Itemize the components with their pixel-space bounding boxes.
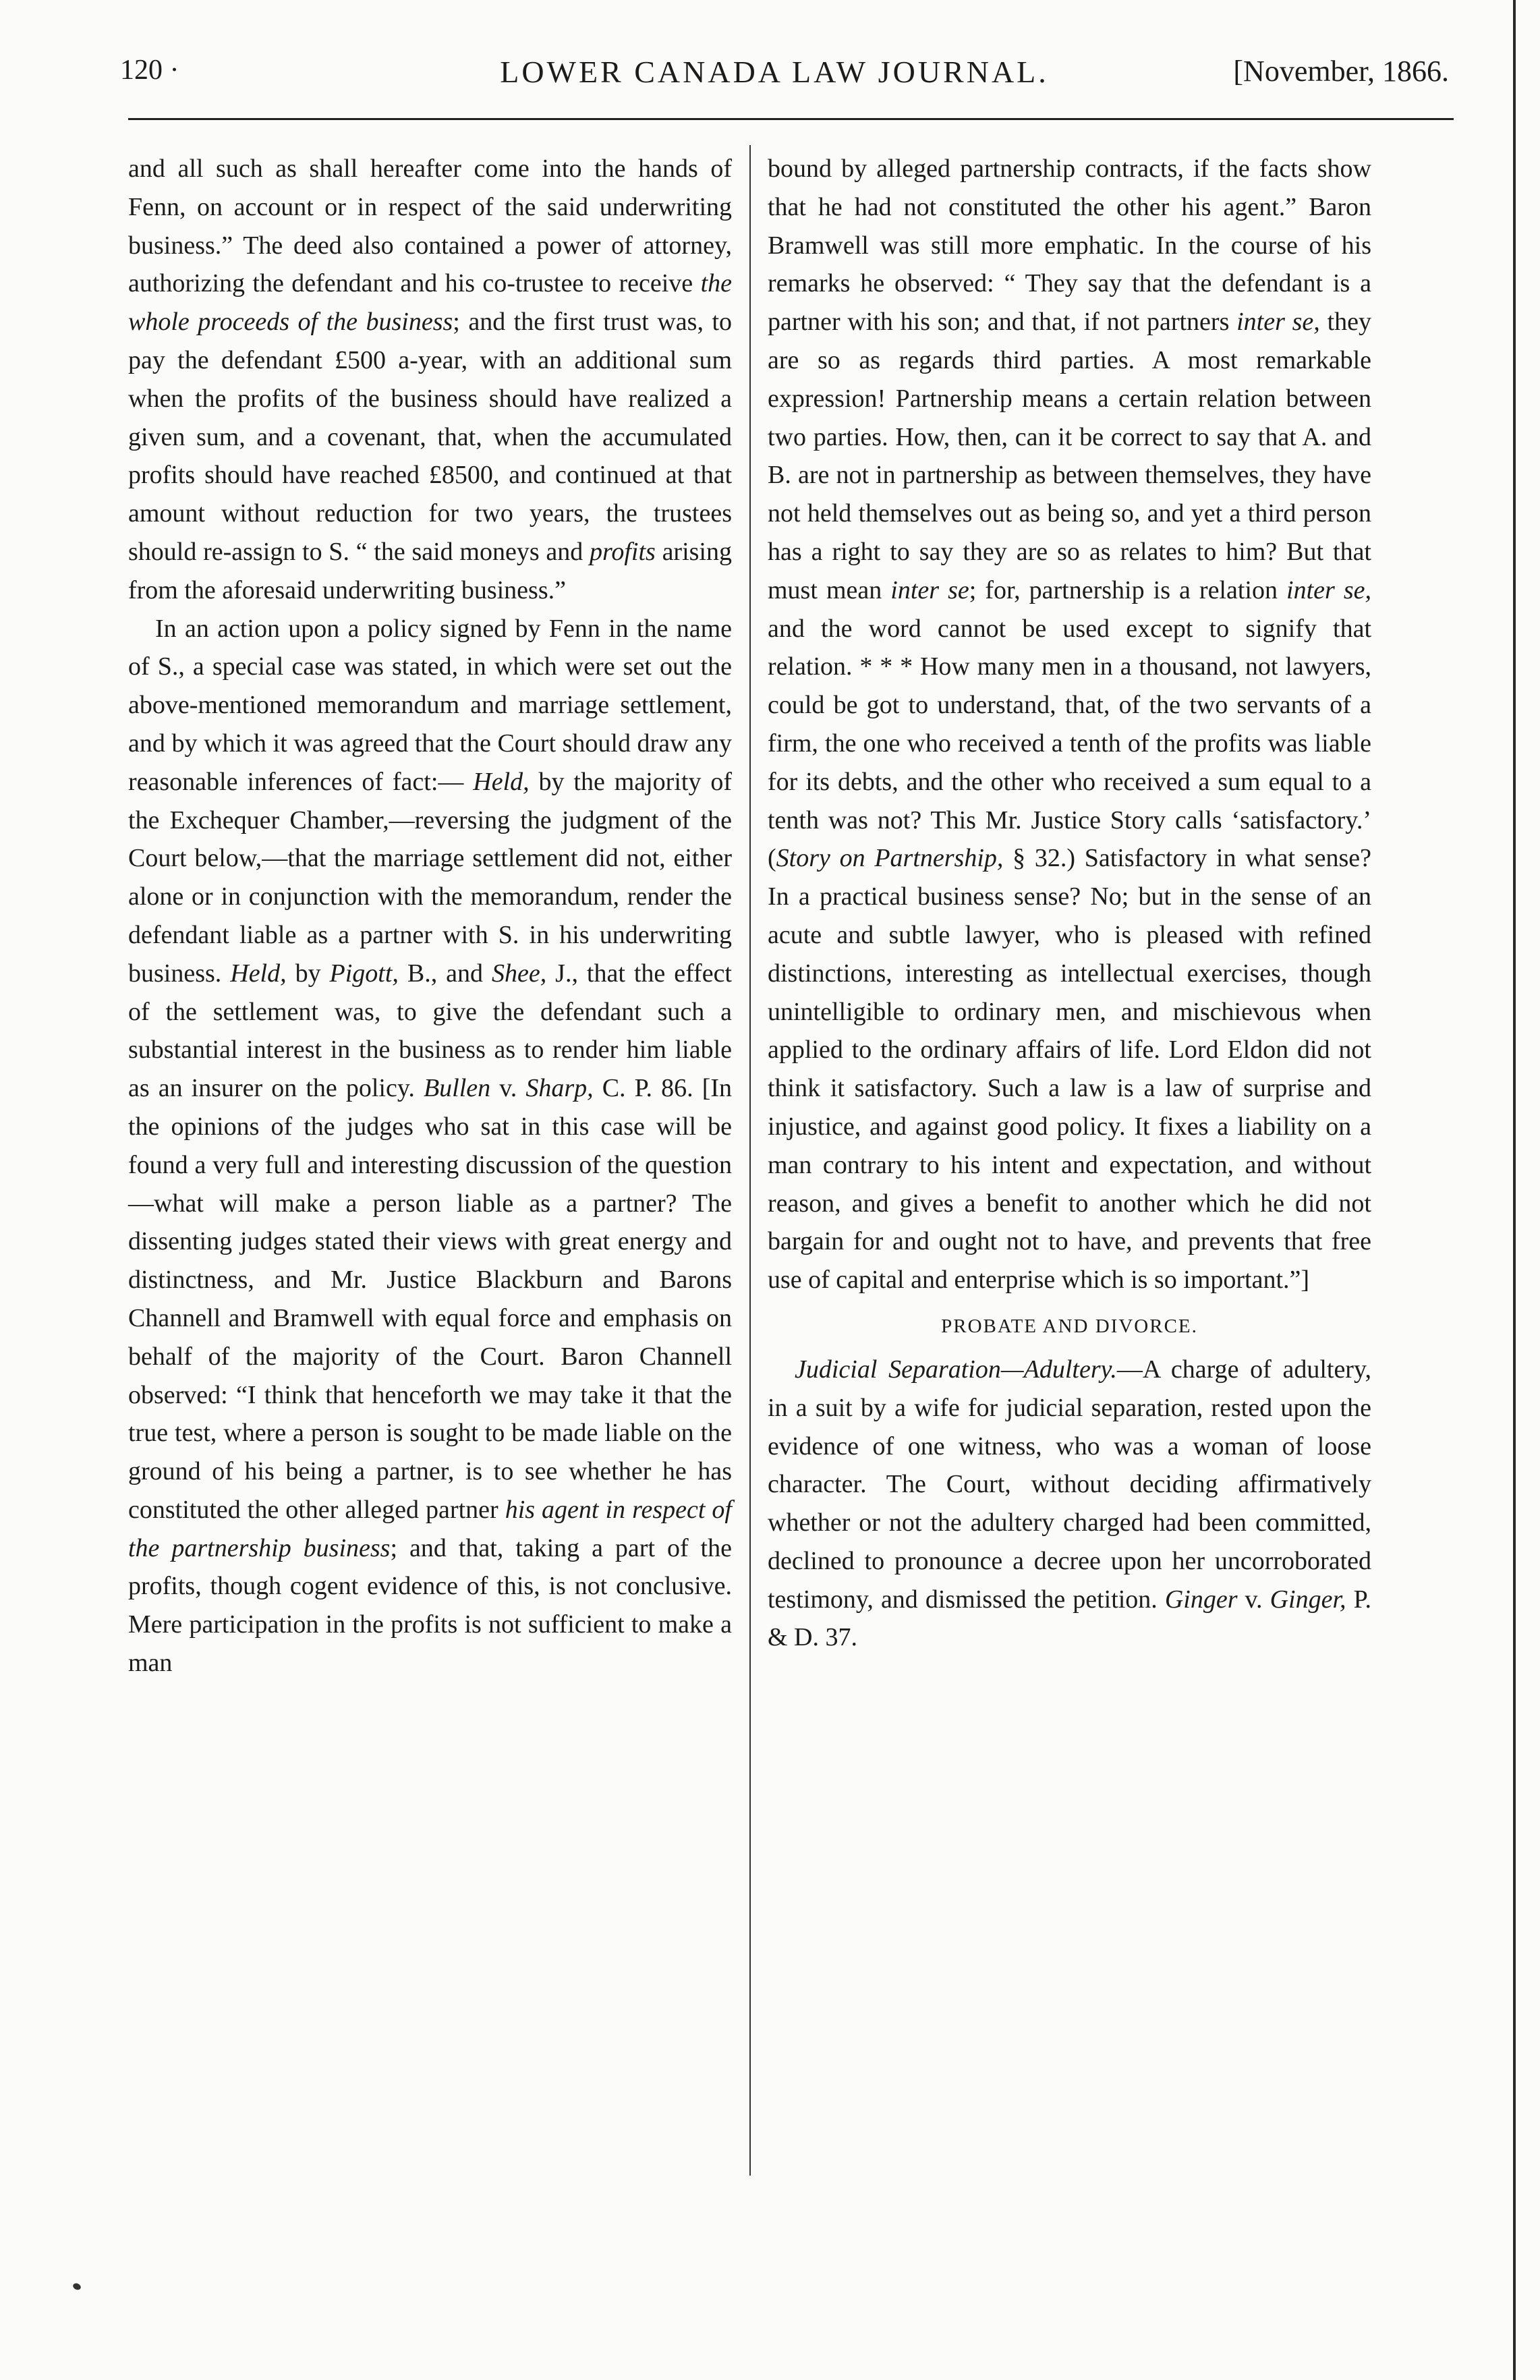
italic-text: inter se: [890, 575, 969, 604]
text-run: —A charge of adultery, in a suit by a wife for judicial separation, rested upon the evidence of one witness, who was a woman of loose character. The Court, without deciding affirmatively whether or not the adultery charged had been committed, declined to pronounce a decree upon her uncorroborated testimony, and dismissed the petition.: [768, 1355, 1371, 1614]
text-run: and all such as shall hereafter come into the hands of Fenn, on account or in respect of the said underwriting business.” The deed also contained a power of attorney, authorizing the defendant and his co-trustee to receive: [128, 154, 732, 298]
italic-text: Judicial Separation—Adultery.: [795, 1355, 1117, 1384]
paragraph: [128, 150, 732, 610]
italic-text: Sharp,: [525, 1074, 594, 1103]
left-column: [128, 150, 732, 1682]
italic-text: the whole proceeds of the business: [128, 269, 732, 337]
text-run: by the majority of the Exchequer Chamber,—reversing the judgment of the Court below,—that the marriage settlement did not, either alone or in conjunction with the memorandum, render the defendant liable as a partner with S. in his underwriting business.: [128, 767, 732, 988]
text-run: ; for, partnership is a relation: [969, 575, 1287, 604]
text-run: J., that the effect of the settlement was, to give the defendant such a substantial interest in the business as to render him liable as an insurer on the policy.: [128, 959, 732, 1103]
text-run: In an action upon a policy signed by Fenn in the name of S., a special case was stated, in which were set out the above-mentioned memorandum and marriage settlement, and by which it was agreed that the Court should draw any reasonable inferences of fact:—: [128, 614, 732, 796]
paragraph: [768, 150, 1371, 1299]
text-run: C. P. 86. [In the opinions of the judges who sat in this case will be found a very full and interesting discussion of the question—what will make a person liable as a partner? The dissenting judges stated their views with great energy and distinctness, and Mr. Justice Blackburn and Barons Channell and Bramwell with equal force and emphasis on behalf of the majority of the Court. Baron Channell observed: “I think that henceforth we may take it that the true test, where a person is sought to be made liable on the ground of his being a partner, is to see whether he has constituted the other alleged partner: [128, 1074, 732, 1524]
paragraph: [128, 610, 732, 1682]
paragraph: [768, 1351, 1371, 1657]
italic-text: Ginger: [1164, 1585, 1238, 1614]
italic-text: Shee,: [491, 959, 547, 988]
italic-text: Held,: [473, 767, 530, 796]
italic-text: inter se,: [1236, 308, 1320, 337]
page-number: 120 ·: [120, 55, 179, 86]
text-run: v.: [1237, 1585, 1270, 1614]
italic-text: Ginger,: [1270, 1585, 1346, 1614]
header-rule: [128, 118, 1454, 120]
page-edge-line: [1513, 0, 1516, 2380]
italic-text: Story on Partnership,: [776, 844, 1004, 873]
journal-title: LOWER CANADA LAW JOURNAL.: [500, 55, 1049, 89]
text-run: B., and: [398, 959, 492, 988]
italic-text: Bullen: [423, 1074, 491, 1103]
italic-text: inter se,: [1286, 575, 1371, 604]
section-heading: PROBATE AND DIVORCE.: [941, 1315, 1198, 1337]
text-run: ; and that, taking a part of the profits, though cogent evidence of this, is not conclusive. Mere participation in the profits is not sufficient to make a man: [128, 1533, 732, 1678]
text-run: ; and the first trust was, to pay the defendant £500 a-year, with an additional sum when the profits of the business should have realized a given sum, and a covenant, that, when the accumulated profits should have reached £8500, and continued at that amount without reduction for two years, the trustees should re-assign to S. “ the said moneys and: [128, 308, 732, 566]
text-run: bound by alleged partnership contracts, if the facts show that he had not constituted the other his agent.” Baron Bramwell was still more emphatic. In the course of his remarks he observed: “ They say that the defendant is a partner with his son; and that, if not partners: [768, 154, 1371, 337]
running-header: [120, 49, 1449, 96]
column-divider: [749, 145, 751, 2176]
text-run: they are so as regards third parties. A most remarkable expression! Partnership means a certain relation between two parties. How, then, can it be correct to say that A. and B. are not in partnership as between themselves, they have not held themselves out as being so, and yet a third person has a right to say they are so as relates to him? But that must mean: [768, 308, 1371, 604]
text-run: § 32.) Satisfactory in what sense? In a practical business sense? No; but in the sense of an acute and subtle lawyer, who is pleased with refined distinctions, interesting as intellectual exercises, though unintelligible to ordinary men, and mischievous when applied to the ordinary affairs of life. Lord Eldon did not think it satisfactory. Such a law is a law of surprise and injustice, and against good policy. It fixes a liability on a man contrary to his intent and expectation, and without reason, and gives a benefit to another which he did not bargain for and ought not to have, and prevents that free use of capital and enterprise which is so important.”]: [768, 844, 1371, 1295]
text-run: and the word cannot be used except to signify that relation. * * * How many men in a thousand, not lawyers, could be got to understand, that, of the two servants of a firm, the one who received a tenth of the profits was liable for its debts, and the other who received a sum equal to a tenth was not? This Mr. Justice Story calls ‘satisfactory.’ (: [768, 614, 1371, 873]
ink-speck: [72, 2282, 82, 2291]
right-column: [768, 150, 1371, 1657]
italic-text: his agent in respect of the partnership business: [128, 1495, 732, 1562]
italic-text: Held,: [230, 959, 287, 988]
text-run: arising from the aforesaid underwriting business.”: [128, 537, 732, 604]
italic-text: profits: [589, 537, 656, 566]
italic-text: Pigott,: [329, 959, 399, 988]
text-run: P. & D. 37.: [768, 1585, 1371, 1652]
issue-date: [November, 1866.: [1233, 55, 1449, 88]
text-run: by: [286, 959, 330, 988]
text-run: v.: [490, 1074, 526, 1103]
